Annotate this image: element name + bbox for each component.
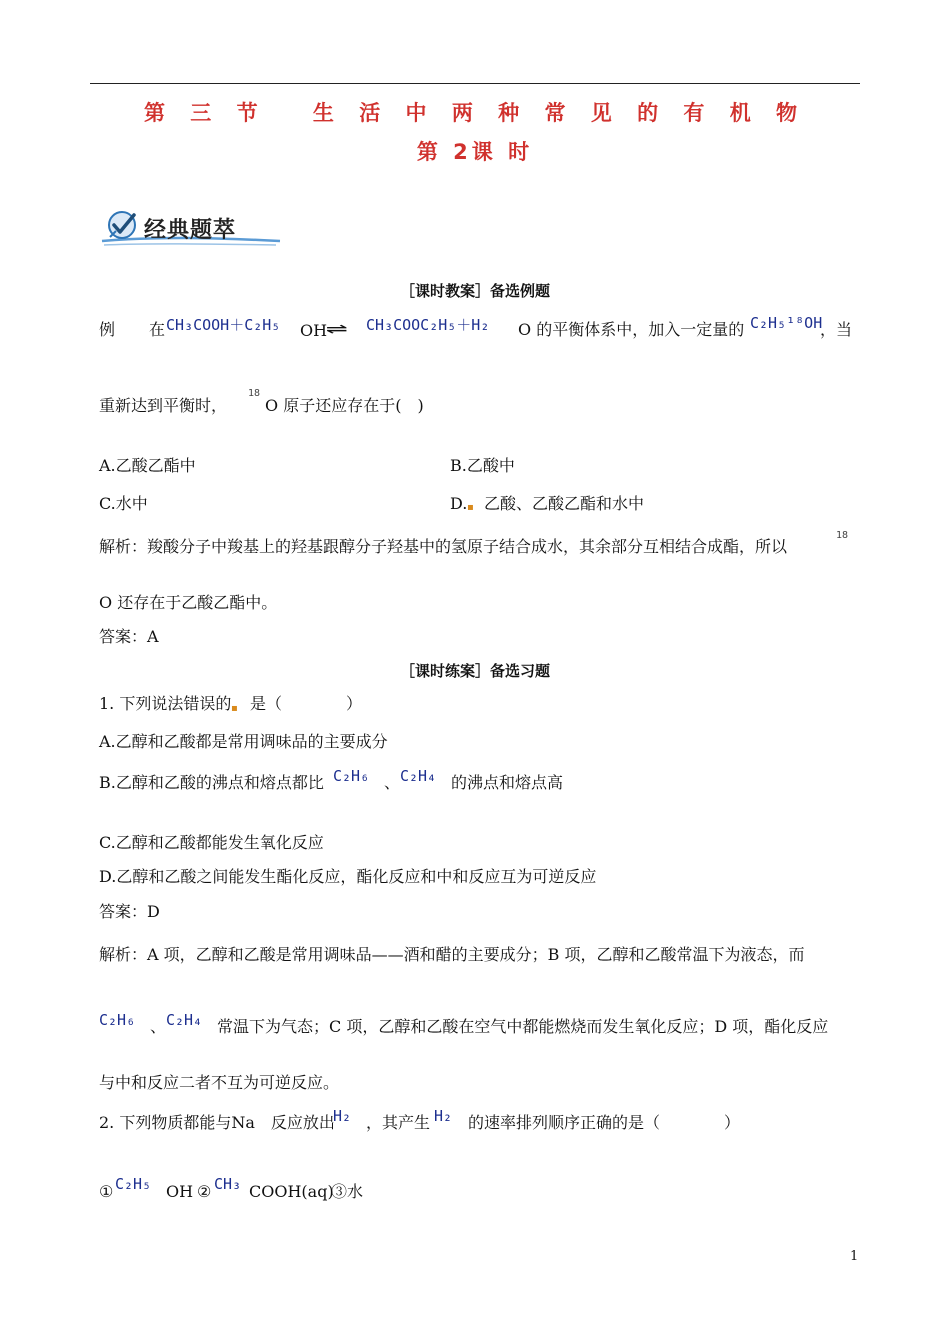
anchor-mark: ▪ <box>231 703 238 714</box>
example-heading: ［课时教案］备选例题 <box>399 282 550 300</box>
ethane-formula: C₂H₆ <box>99 1011 136 1029</box>
header-rule <box>90 83 860 84</box>
option-d-letter: D. <box>450 494 468 513</box>
section-title: 第 三 节 生 活 中 两 种 常 见 的 有 机 物 <box>143 101 807 125</box>
option-c: C.水中 <box>99 494 148 513</box>
example-analysis: 解析：羧酸分子中羧基上的羟基跟醇分子羟基中的氢原子结合成水，其余部分互相结合成酯，所以 <box>99 537 788 556</box>
example-lead: 例 <box>99 320 116 339</box>
option-d: 乙酸、乙酸乙酯和水中 <box>484 494 645 513</box>
q1-option-b-tail: 的沸点和熔点高 <box>451 773 564 792</box>
q2-item2: COOH(aq) <box>249 1182 334 1201</box>
product-formula: CH₃COOC₂H₅＋H₂ <box>366 316 490 334</box>
q1-analysis-2: 常温下为气态；C 项，乙醇和乙酸在空气中都能燃烧而发生氧化反应；D 项，酯化反应 <box>217 1017 829 1036</box>
q1-analysis-sep: 、 <box>150 1017 167 1036</box>
page-number: 1 <box>850 1249 859 1264</box>
reactant-formula: CH₃COOH＋C₂H₅ <box>166 316 281 334</box>
q1-option-b: B.乙醇和乙酸的沸点和熔点都比 <box>99 773 324 792</box>
ethane-formula: C₂H₆ <box>333 767 370 785</box>
example-answer: 答案：A <box>99 627 159 646</box>
q1-option-c: C.乙醇和乙酸都能发生氧化反应 <box>99 833 324 852</box>
example-in: 在 <box>149 320 166 339</box>
example-line2-b: O 原子还应存在于( ) <box>265 396 424 415</box>
reactant-oh: OH <box>300 321 328 340</box>
methyl-formula: CH₃ <box>214 1175 242 1193</box>
anchor-mark: ▪ <box>467 502 474 513</box>
option-b: B.乙酸中 <box>450 456 515 475</box>
q1-stem: 1. 下列说法错误的 <box>99 694 232 713</box>
q1-answer: 答案：D <box>99 902 160 921</box>
option-a: A.乙酸乙酯中 <box>99 456 196 475</box>
q1-option-a: A.乙醇和乙酸都是常用调味品的主要成分 <box>99 732 388 751</box>
q2-stem-b: ，其产生 <box>366 1113 431 1132</box>
q1-analysis: 解析：A 项，乙醇和乙酸是常用调味品——酒和醋的主要成分；B 项，乙醇和乙酸常温下为液态，而 <box>99 945 805 964</box>
q2-stem: 2. 下列物质都能与Na 反应放出 <box>99 1113 335 1132</box>
example-text: O 的平衡体系中，加入一定量的 <box>518 320 745 339</box>
lesson-subtitle: 第 2课 时 <box>416 140 534 164</box>
practice-heading: ［课时练案］备选习题 <box>399 662 550 680</box>
equilibrium-arrow-icon: ⇌ <box>326 318 348 339</box>
isotope-label: 18 <box>248 388 261 399</box>
hydrogen-formula: H₂ <box>333 1107 352 1125</box>
q2-item3: ③水 <box>331 1182 364 1201</box>
analysis-isotope: 18 <box>836 530 849 541</box>
example-line2: 重新达到平衡时， <box>99 396 228 415</box>
q1-b-sep: 、 <box>384 773 401 792</box>
q2-stem-c: 的速率排列顺序正确的是（ ） <box>468 1113 741 1132</box>
labeled-ethanol-formula: C₂H₅¹⁸OH <box>750 314 823 332</box>
q1-stem-b: 是（ ） <box>250 694 363 713</box>
ethylene-formula: C₂H₄ <box>400 767 437 785</box>
ethyl-formula: C₂H₅ <box>115 1175 152 1193</box>
ethylene-formula: C₂H₄ <box>166 1011 203 1029</box>
example-analysis-2: O 还存在于乙酸乙酯中。 <box>99 593 278 612</box>
hydrogen-formula: H₂ <box>434 1107 453 1125</box>
q2-item1: OH <box>166 1182 194 1201</box>
q1-option-d: D.乙醇和乙酸之间能发生酯化反应，酯化反应和中和反应互为可逆反应 <box>99 867 597 886</box>
q2-item2-num: ② <box>197 1182 212 1201</box>
banner-label: 经典题萃 <box>144 217 237 243</box>
banner <box>100 205 282 247</box>
q2-item1-num: ① <box>99 1182 114 1201</box>
example-tail: ，当 <box>820 320 853 339</box>
q1-analysis-3: 与中和反应二者不互为可逆反应。 <box>99 1073 340 1092</box>
